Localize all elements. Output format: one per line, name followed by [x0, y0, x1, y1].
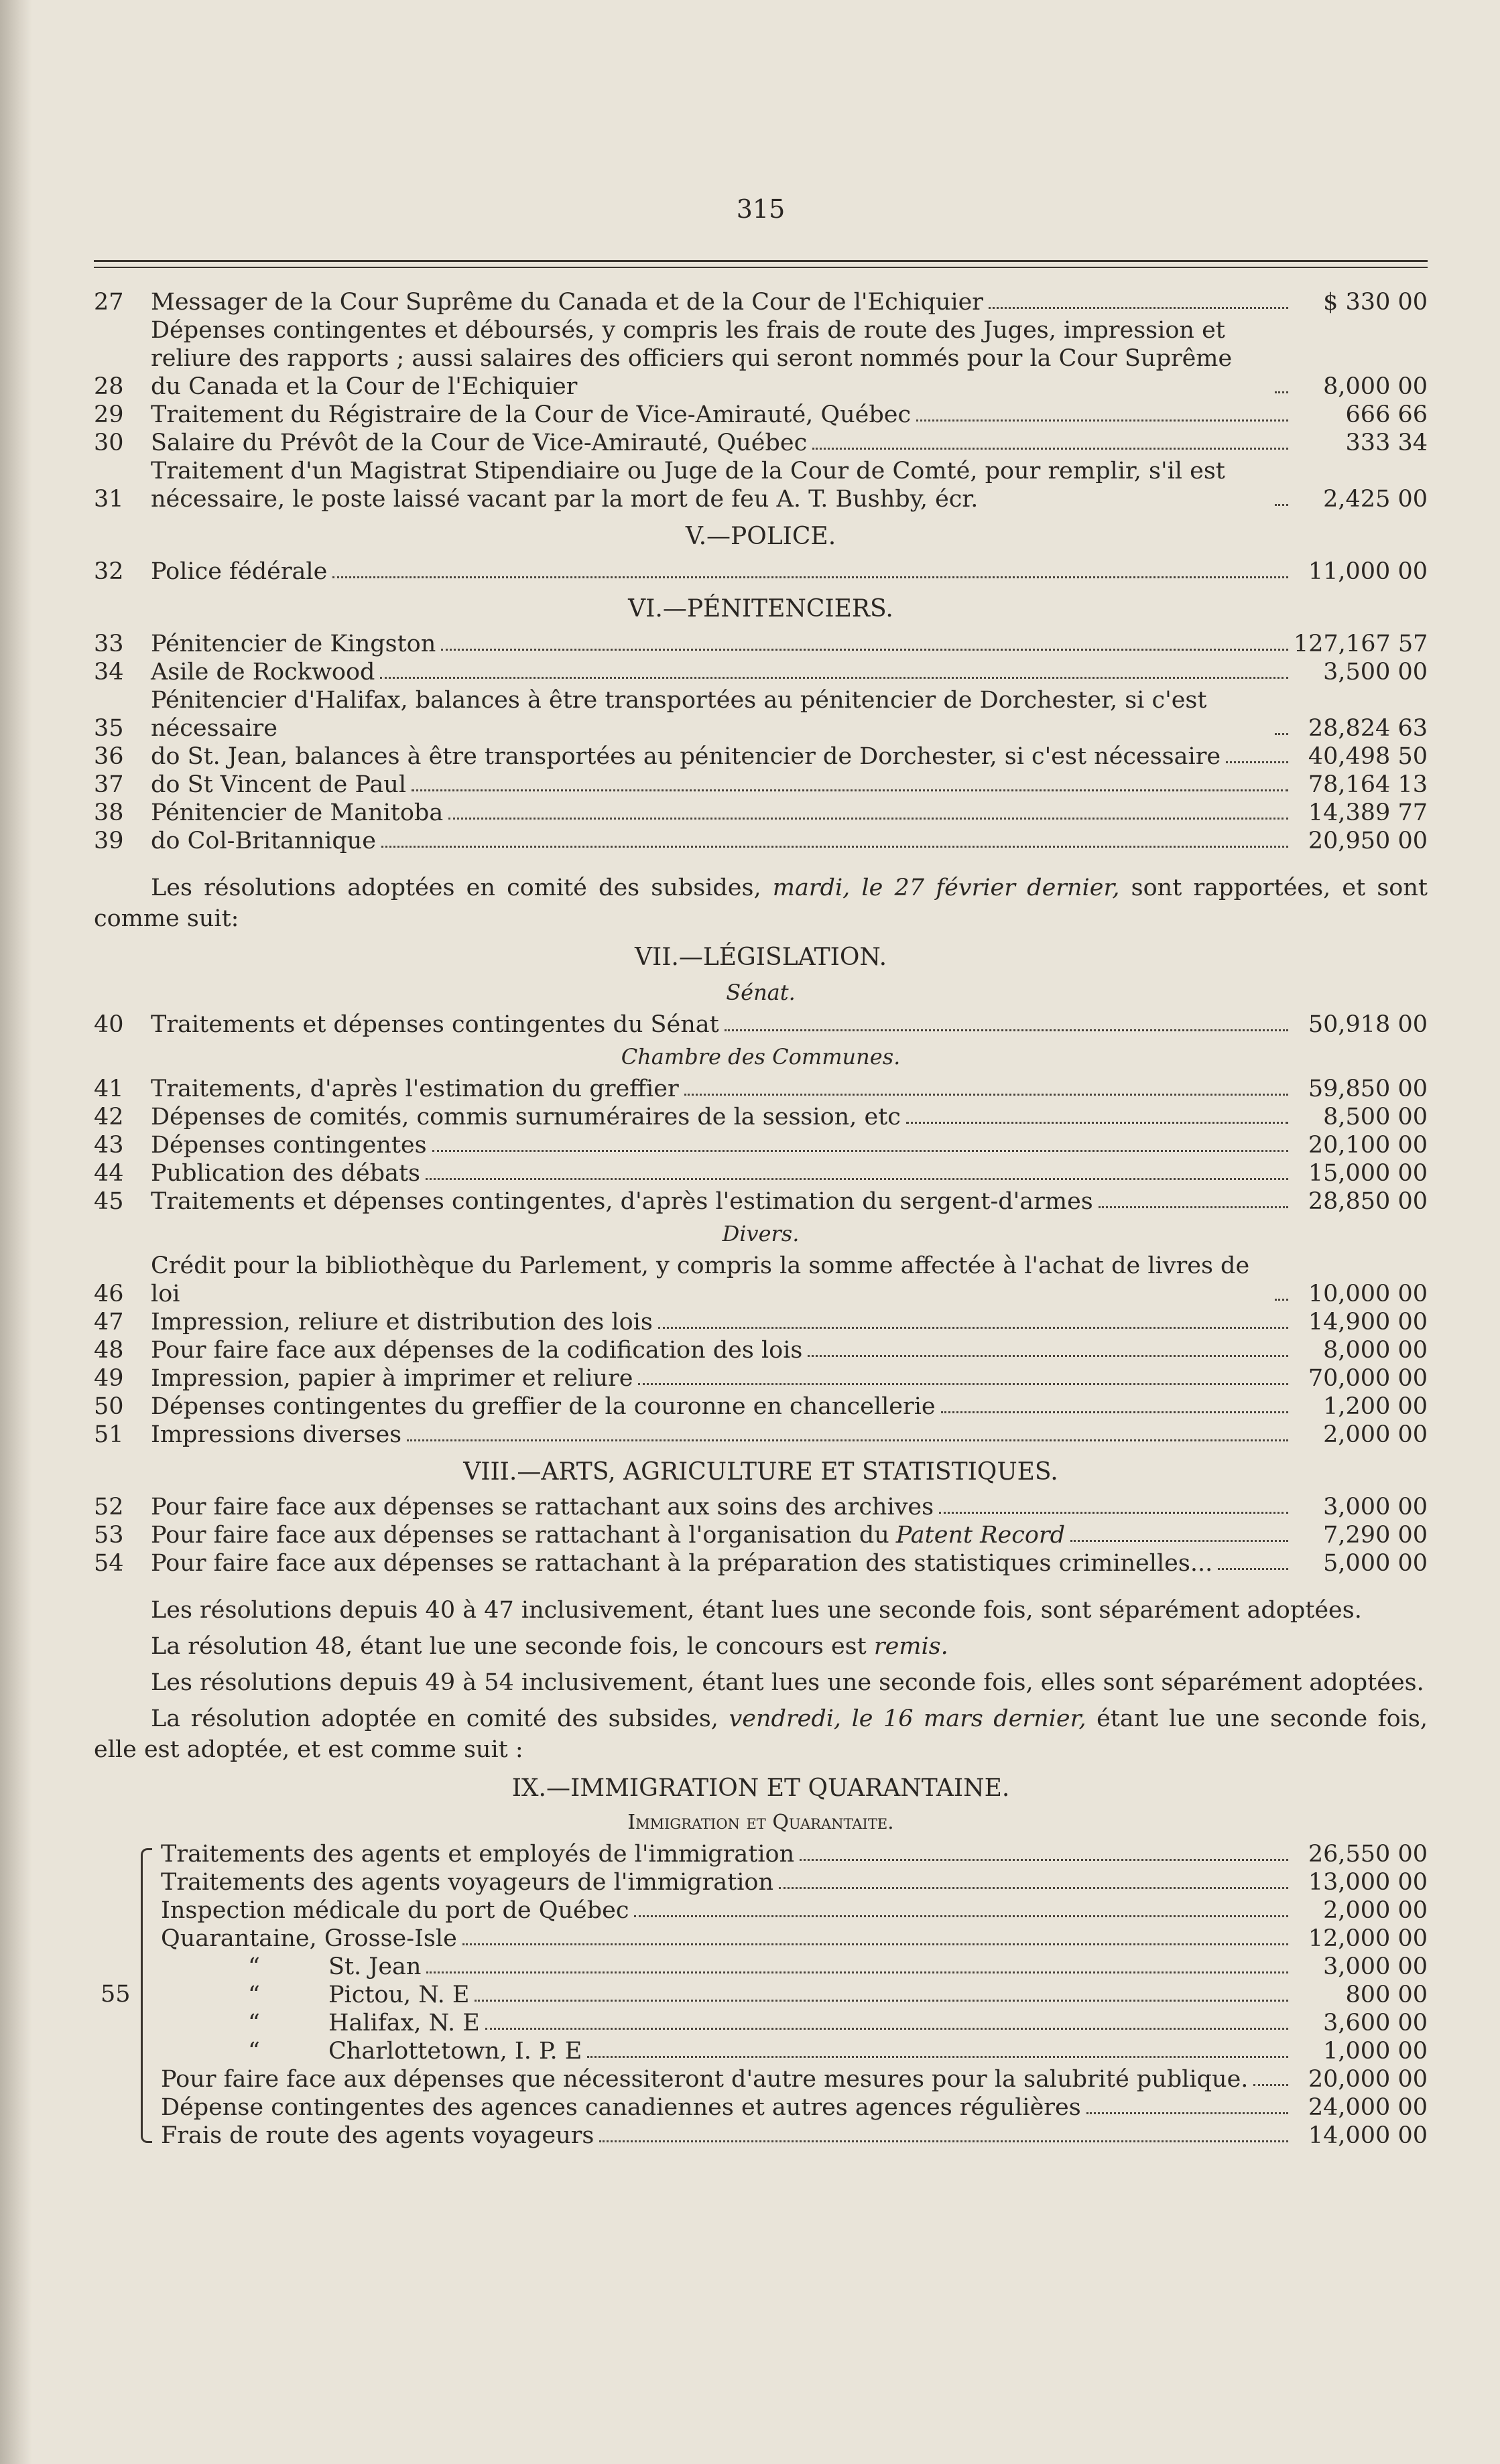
dot-leader	[332, 576, 1288, 578]
item-description: Dépenses de comités, commis surnuméraires de la session, etc	[151, 1104, 901, 1130]
item-amount: 3,000 00	[1323, 1953, 1428, 1980]
item-description: Pour faire face aux dépenses se rattachant à l'organisation du	[151, 1522, 889, 1549]
para-text: Les résolutions adoptées en comité des subsides,	[151, 874, 761, 901]
dot-leader	[1070, 1540, 1288, 1542]
ledger-row	[94, 1159, 1428, 1187]
dot-leader	[599, 2140, 1288, 2142]
dot-leader	[1275, 1299, 1288, 1301]
item-amount: 1,200 00	[1323, 1393, 1428, 1420]
section-police	[94, 558, 1428, 586]
dot-leader	[634, 1915, 1288, 1917]
ledger-row	[94, 771, 1428, 799]
heading-police: V.—POLICE.	[685, 523, 836, 550]
item-amount: 24,000 00	[1308, 2094, 1428, 2121]
item-description: Impression, papier à imprimer et reliure	[151, 1365, 633, 1392]
section-senat	[94, 1011, 1428, 1039]
ledger-row	[94, 1131, 1428, 1159]
item-amount: 3,500 00	[1323, 659, 1428, 686]
ledger-row	[94, 1549, 1428, 1577]
ledger-row	[94, 1252, 1428, 1308]
ledger-row	[94, 1925, 1428, 1953]
item-number: 50	[94, 1393, 124, 1420]
dot-leader	[684, 1094, 1288, 1096]
dot-leader	[779, 1887, 1288, 1889]
dot-leader	[1275, 504, 1288, 506]
item-amount: 40,498 50	[1308, 743, 1428, 770]
item-amount: 20,000 00	[1308, 2066, 1428, 2093]
item-number: 47	[94, 1309, 124, 1336]
item-number: 38	[94, 799, 124, 826]
dot-leader	[407, 1439, 1288, 1441]
brace	[141, 1848, 152, 2143]
subheading-chambre: Chambre des Communes.	[621, 1044, 901, 1069]
item-number: 31	[94, 486, 124, 513]
dot-leader	[462, 1943, 1288, 1945]
item-number: 40	[94, 1011, 124, 1038]
item-amount: 28,824 63	[1308, 715, 1428, 742]
header-rule-thin	[94, 267, 1428, 268]
dot-leader	[475, 2000, 1288, 2002]
item-description: do St Vincent de Paul	[151, 771, 407, 798]
item-number: 52	[94, 1494, 124, 1520]
item-description: Traitements et dépenses contingentes, d'après l'estimation du sergent-d'armes	[151, 1188, 1093, 1215]
item-number: 28	[94, 373, 124, 400]
item-description: St. Jean	[328, 1953, 422, 1980]
paragraph-resolutions-49-54: Les résolutions depuis 49 à 54 inclusivement, étant lues une seconde fois, elles sont séparément adoptées.	[151, 1669, 1424, 1696]
ledger-row	[94, 401, 1428, 429]
item-number: 36	[94, 743, 124, 770]
ledger-row	[94, 1421, 1428, 1449]
item-amount: 12,000 00	[1308, 1925, 1428, 1952]
item-amount: 127,167 57	[1294, 631, 1428, 657]
item-number: 45	[94, 1188, 124, 1215]
heading-legislation: VII.—LÉGISLATION.	[634, 944, 887, 971]
dot-leader	[941, 1411, 1288, 1413]
item-description: Salaire du Prévôt de la Cour de Vice-Amirauté, Québec	[151, 430, 808, 456]
para-date: vendredi, le 16 mars dernier,	[729, 1705, 1086, 1732]
item-description: Dépense contingentes des agences canadiennes et autres agences régulières	[161, 2094, 1081, 2121]
item-number: 49	[94, 1365, 124, 1392]
item-number: 43	[94, 1132, 124, 1159]
item-amount: 14,000 00	[1308, 2122, 1428, 2149]
item-amount: 13,000 00	[1308, 1869, 1428, 1896]
item-amount: 666 66	[1345, 401, 1428, 428]
item-amount: 14,389 77	[1308, 799, 1428, 826]
resolution-number: 55	[101, 1981, 131, 2008]
paragraph-resolutions-fevrier	[94, 872, 1428, 934]
section-penitenciers	[94, 630, 1428, 855]
item-amount: 5,000 00	[1323, 1550, 1428, 1577]
dot-leader	[485, 2028, 1288, 2030]
item-description: Publication des débats	[151, 1160, 420, 1187]
ditto-mark: “	[248, 2038, 260, 2065]
item-number: 29	[94, 401, 124, 428]
ledger-row	[94, 1392, 1428, 1421]
para-text: La résolution adoptée en comité des subsides,	[151, 1705, 718, 1732]
ledger-row	[94, 1953, 1428, 1981]
item-amount: 1,000 00	[1323, 2038, 1428, 2065]
item-description: Pour faire face aux dépenses que nécessiteront d'autre mesures pour la salubrité publique.	[161, 2066, 1249, 2093]
ledger-row	[94, 2093, 1428, 2122]
item-number: 35	[94, 715, 124, 742]
ledger-row	[94, 686, 1428, 742]
item-number: 33	[94, 631, 124, 657]
item-description: do Col-Britannique	[151, 828, 376, 854]
ledger-row	[94, 2065, 1428, 2093]
item-description: Traitements des agents voyageurs de l'immigration	[161, 1869, 774, 1896]
item-number: 42	[94, 1104, 124, 1130]
bracket-group-55	[94, 1840, 1428, 2150]
item-amount: 14,900 00	[1308, 1309, 1428, 1336]
dot-leader	[1253, 2084, 1288, 2086]
dot-leader	[426, 1971, 1288, 1973]
item-amount: 8,000 00	[1323, 1337, 1428, 1364]
item-amount: 333 34	[1345, 430, 1428, 456]
ledger-row	[94, 1308, 1428, 1336]
item-description: Pénitencier de Manitoba	[151, 799, 444, 826]
item-amount: 8,000 00	[1323, 373, 1428, 400]
item-amount: 3,000 00	[1323, 1494, 1428, 1520]
item-description: Traitements, d'après l'estimation du greffier	[151, 1076, 679, 1102]
item-amount: 70,000 00	[1308, 1365, 1428, 1392]
item-number: 37	[94, 771, 124, 798]
dot-leader	[906, 1122, 1288, 1124]
item-number: 54	[94, 1550, 124, 1577]
subheading-immigration: Immigration et Quarantaite.	[627, 1811, 894, 1834]
item-amount: 15,000 00	[1308, 1160, 1428, 1187]
paragraph-resolutions-40-47: Les résolutions depuis 40 à 47 inclusivement, étant lues une seconde fois, sont séparément adoptées.	[151, 1597, 1362, 1624]
item-description: Pictou, N. E	[328, 1982, 470, 2008]
ledger-row	[94, 1336, 1428, 1364]
ledger-row	[94, 2037, 1428, 2065]
page-number: 315	[736, 194, 786, 224]
ditto-mark: “	[248, 1982, 260, 2008]
item-description: Impressions diverses	[151, 1421, 402, 1448]
dot-leader	[432, 1150, 1288, 1152]
item-description: do St. Jean, balances à être transportées au pénitencier de Dorchester, si c'est nécessaire	[151, 743, 1221, 770]
ledger-row	[94, 1896, 1428, 1925]
section-arts	[94, 1493, 1428, 1577]
item-description: Dépenses contingentes	[151, 1132, 427, 1159]
dot-leader	[939, 1512, 1288, 1514]
item-amount: 20,950 00	[1308, 828, 1428, 854]
item-description: Pour faire face aux dépenses se rattachant aux soins des archives	[151, 1494, 934, 1520]
item-description: Messager de la Cour Suprême du Canada et de la Cour de l'Echiquier	[151, 289, 984, 316]
dot-leader	[381, 846, 1288, 848]
ledger-row	[94, 429, 1428, 457]
subheading-senat: Sénat.	[726, 980, 796, 1005]
ledger-row	[94, 827, 1428, 855]
item-description: Dépenses contingentes du greffier de la couronne en chancellerie	[151, 1393, 936, 1420]
item-number: 27	[94, 289, 124, 316]
item-description: Charlottetown, I. P. E	[328, 2038, 582, 2065]
item-amount: 800 00	[1345, 1982, 1428, 2008]
item-amount: 20,100 00	[1308, 1132, 1428, 1159]
para-date: mardi, le 27 février dernier,	[772, 874, 1120, 901]
ledger-row	[94, 1075, 1428, 1103]
ledger-row	[94, 630, 1428, 658]
item-amount: $ 330 00	[1323, 289, 1428, 316]
paragraph-resolution-mars	[94, 1703, 1428, 1765]
dot-leader	[812, 448, 1288, 450]
ledger-row	[94, 1840, 1428, 1868]
header-rule	[94, 260, 1428, 262]
item-amount: 3,600 00	[1323, 2010, 1428, 2036]
dot-leader	[916, 419, 1288, 422]
item-description: Pénitencier de Kingston	[151, 631, 436, 657]
item-description: Crédit pour la bibliothèque du Parlement, y compris la somme affectée à l'achat de livres de loi	[151, 1252, 1250, 1307]
item-description: Traitements des agents et employés de l'immigration	[161, 1841, 795, 1868]
item-description: Halifax, N. E	[328, 2010, 480, 2036]
item-description: Dépenses contingentes et déboursés, y compris les frais de route des Juges, impression et reliure des rapports ; aussi salaires des officiers qui seront nommés pour la Cour Suprême du Canada et la Cour de l'Echiquier	[151, 317, 1233, 400]
item-number: 44	[94, 1160, 124, 1187]
section-justice	[94, 288, 1428, 513]
heading-immigration: IX.—IMMIGRATION ET QUARANTAINE.	[511, 1774, 1010, 1802]
dot-leader	[725, 1029, 1288, 1031]
ledger-row	[94, 2122, 1428, 2150]
ledger-row	[94, 1521, 1428, 1549]
item-description: Traitements et dépenses contingentes du Sénat	[151, 1011, 719, 1038]
item-amount: 26,550 00	[1308, 1841, 1428, 1868]
item-amount: 10,000 00	[1308, 1281, 1428, 1307]
item-number: 51	[94, 1421, 124, 1448]
ledger-row	[94, 1493, 1428, 1521]
item-description: Quarantaine, Grosse-Isle	[161, 1925, 457, 1952]
item-amount: 78,164 13	[1308, 771, 1428, 798]
item-number: 41	[94, 1076, 124, 1102]
page-content	[94, 288, 1428, 2150]
item-number: 30	[94, 430, 124, 456]
item-number: 34	[94, 659, 124, 686]
item-description: Pour faire face aux dépenses de la codification des lois	[151, 1337, 803, 1364]
item-number: 39	[94, 828, 124, 854]
dot-leader	[412, 789, 1288, 791]
ledger-row	[94, 658, 1428, 686]
dot-leader	[1086, 2112, 1288, 2114]
item-description: Police fédérale	[151, 558, 328, 585]
paragraph-resolution-48	[94, 1631, 1428, 1662]
item-amount: 2,000 00	[1323, 1421, 1428, 1448]
dot-leader	[448, 818, 1288, 820]
section-divers	[94, 1252, 1428, 1449]
dot-leader	[1099, 1206, 1288, 1208]
heading-arts: VIII.—ARTS, AGRICULTURE ET STATISTIQUES.	[463, 1458, 1058, 1486]
book-gutter	[0, 0, 32, 2464]
item-italic: Patent Record	[895, 1522, 1066, 1549]
ledger-row	[94, 316, 1428, 401]
para-text: étant lue une seconde fois, elle est adoptée, et est comme suit :	[94, 1705, 1428, 1763]
dot-leader	[380, 677, 1288, 679]
subheading-divers: Divers.	[722, 1221, 800, 1246]
item-description: Asile de Rockwood	[151, 659, 375, 686]
item-number: 48	[94, 1337, 124, 1364]
item-number: 53	[94, 1522, 124, 1549]
item-description: Traitement d'un Magistrat Stipendiaire ou Juge de la Cour de Comté, pour remplir, s'il est nécessaire, le poste laissé vacant par la mort de feu A. T. Bushby, écr.	[151, 458, 1225, 513]
para-text: sont rapportées, et sont comme suit:	[94, 874, 1428, 932]
item-description: Inspection médicale du port de Québec	[161, 1897, 629, 1924]
ditto-mark: “	[248, 2010, 260, 2036]
item-amount: 11,000 00	[1308, 558, 1428, 585]
dot-leader	[800, 1859, 1288, 1861]
ledger-row	[94, 1981, 1428, 2009]
ledger-row	[94, 1011, 1428, 1039]
item-description: Frais de route des agents voyageurs	[161, 2122, 595, 2149]
dot-leader	[426, 1178, 1288, 1180]
dot-leader	[1218, 1568, 1288, 1570]
ledger-row	[94, 742, 1428, 771]
dot-leader	[1275, 733, 1288, 735]
item-description: Pour faire face aux dépenses se rattachant à la préparation des statistiques criminelles...	[151, 1550, 1213, 1577]
ledger-row	[94, 1364, 1428, 1392]
item-description: Traitement du Régistraire de la Cour de Vice-Amirauté, Québec	[151, 401, 912, 428]
item-amount: 8,500 00	[1323, 1104, 1428, 1130]
item-amount: 2,425 00	[1323, 486, 1428, 513]
item-amount: 59,850 00	[1308, 1076, 1428, 1102]
dot-leader	[1275, 391, 1288, 393]
item-amount: 7,290 00	[1323, 1522, 1428, 1549]
item-description: Impression, reliure et distribution des lois	[151, 1309, 653, 1336]
section-chambre	[94, 1075, 1428, 1216]
ledger-row	[94, 288, 1428, 316]
item-amount: 28,850 00	[1308, 1188, 1428, 1215]
heading-penitenciers: VI.—PÉNITENCIERS.	[628, 595, 893, 623]
ledger-row	[94, 1103, 1428, 1131]
item-number: 32	[94, 558, 124, 585]
ditto-mark: “	[248, 1953, 260, 1980]
dot-leader	[587, 2056, 1288, 2058]
ledger-row	[94, 1868, 1428, 1896]
dot-leader	[989, 307, 1288, 309]
dot-leader	[441, 649, 1288, 651]
document-page	[94, 0, 1428, 2464]
ledger-row	[94, 457, 1428, 513]
dot-leader	[638, 1383, 1288, 1385]
section-immigration	[94, 1840, 1428, 2150]
item-description: Pénitencier d'Halifax, balances à être transportées au pénitencier de Dorchester, si c'est nécessaire	[151, 687, 1207, 742]
para-italic: remis.	[873, 1633, 948, 1660]
ledger-row	[94, 2009, 1428, 2037]
dot-leader	[1226, 761, 1288, 763]
ledger-row	[94, 558, 1428, 586]
item-amount: 2,000 00	[1323, 1897, 1428, 1924]
dot-leader	[808, 1355, 1288, 1357]
ledger-row	[94, 1187, 1428, 1216]
para-text: La résolution 48, étant lue une seconde fois, le concours est	[151, 1633, 867, 1660]
ledger-row	[94, 799, 1428, 827]
dot-leader	[658, 1327, 1288, 1329]
item-amount: 50,918 00	[1308, 1011, 1428, 1038]
item-number: 46	[94, 1281, 124, 1307]
